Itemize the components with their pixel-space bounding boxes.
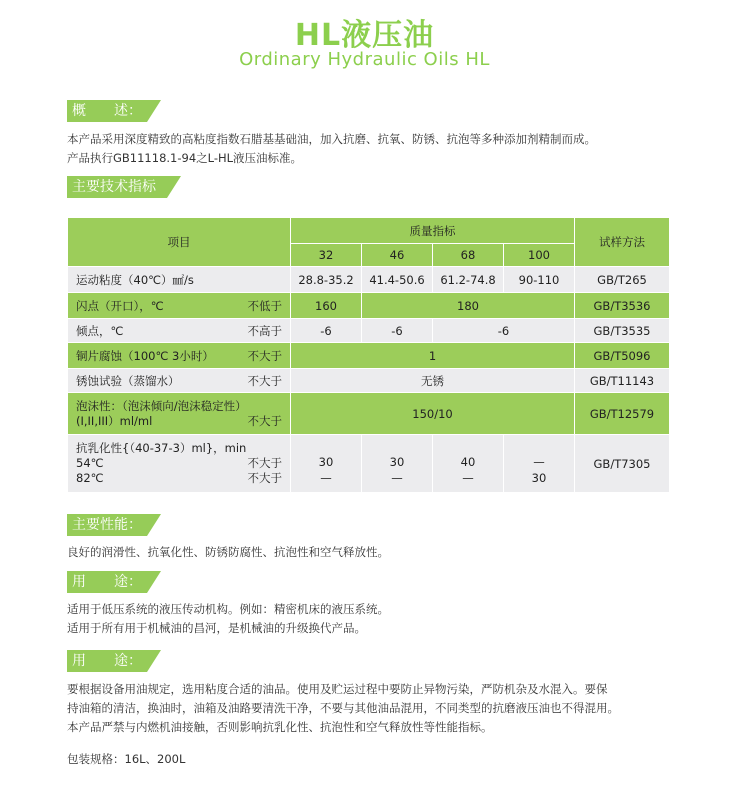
row-label: 闪点（开口），℃: [76, 298, 164, 313]
overview-line: 产品执行GB11118.1-94之L-HL液压油标准。: [67, 151, 303, 165]
table-row: [68, 319, 670, 343]
table-row: [68, 267, 670, 293]
cell-method: GB/T265: [575, 267, 670, 293]
usage-notes-line: 本产品严禁与内燃机油接触，否则影响抗乳化性、抗泡性和空气释放性等性能指标。: [67, 720, 493, 734]
cell-value: -6: [291, 319, 362, 343]
cell-value: 无锈: [291, 369, 575, 393]
row-limit: 不大于: [247, 456, 282, 470]
header-grade-100: 100: [504, 244, 575, 267]
cell-value: —: [391, 470, 403, 485]
row-label: 运动粘度（40℃）㎟/s: [68, 267, 291, 293]
header-grade-32: 32: [291, 244, 362, 267]
section-heading-usage-notes: 用 途：: [67, 650, 147, 672]
cell-value: 180: [362, 293, 575, 319]
spec-table: [67, 217, 670, 493]
header-method: 试样方法: [575, 218, 670, 267]
cell-value: —: [533, 454, 545, 469]
row-label: 倾点，℃: [76, 323, 124, 338]
header-grade-46: 46: [362, 244, 433, 267]
row-limit: 不大于: [247, 348, 282, 363]
table-row: [68, 369, 670, 393]
section-heading-overview: 概 述：: [67, 100, 147, 122]
row-limit: 不低于: [247, 298, 282, 313]
cell-value: —: [462, 470, 474, 485]
section-heading-specs: 主要技术指标: [67, 176, 167, 198]
page-subtitle: Ordinary Hydraulic Oils HL: [239, 49, 490, 70]
section-heading-performance: 主要性能：: [67, 514, 147, 536]
table-row: [68, 393, 670, 435]
cell-value: 40: [460, 454, 476, 469]
cell-value: 30: [531, 470, 547, 485]
row-label: 锈蚀试验（蒸馏水）: [76, 373, 180, 388]
header-item: 项目: [68, 218, 291, 267]
performance-text: [67, 543, 697, 562]
row-limit: 不大于: [247, 373, 282, 388]
row-label: 54℃: [76, 456, 104, 470]
usage-line: 适用于低压系统的液压传动机构。例如：精密机床的液压系统。: [67, 602, 389, 616]
row-label: 泡沫性：（泡沫倾向/泡沫稳定性）: [76, 398, 247, 413]
usage-text: [67, 600, 697, 638]
cell-value: -6: [433, 319, 575, 343]
row-label: 抗乳化性{（40-37-3）ml}，min: [76, 441, 247, 455]
cell-value: 160: [291, 293, 362, 319]
cell-value: 30: [389, 454, 405, 469]
row-label: (I,II,III）ml/ml: [76, 413, 153, 428]
cell-value: 150/10: [291, 393, 575, 435]
packaging-text: 包装规格：16L、200L: [67, 752, 186, 766]
cell-value: 30: [318, 454, 334, 469]
cell-method: GB/T3535: [575, 319, 670, 343]
row-label: 铜片腐蚀（100℃ 3小时）: [76, 348, 214, 363]
page-title: HL液压油: [294, 18, 435, 53]
overview-text: [67, 130, 697, 168]
header-grade-68: 68: [433, 244, 504, 267]
section-heading-usage: 用 途：: [67, 571, 147, 593]
usage-notes-line: 要根据设备用油规定，选用粘度合适的油品。使用及贮运过程中要防止异物污染，严防机杂及水混入。要保: [67, 682, 608, 696]
table-row: [68, 343, 670, 369]
cell-method: GB/T11143: [575, 369, 670, 393]
cell-value: 61.2-74.8: [433, 267, 504, 293]
cell-method: GB/T7305: [575, 435, 670, 493]
row-limit: 不高于: [247, 323, 282, 338]
cell-value: 1: [291, 343, 575, 369]
performance-line: 良好的润滑性、抗氧化性、防锈防腐性、抗泡性和空气释放性。: [67, 545, 389, 559]
row-limit: 不大于: [247, 471, 282, 485]
usage-line: 适用于所有用于机械油的昌河，是机械油的升级换代产品。: [67, 621, 366, 635]
table-row: [68, 293, 670, 319]
cell-method: GB/T12579: [575, 393, 670, 435]
usage-notes-line: 持油箱的清洁，换油时，油箱及油路要清洗干净，不要与其他油品混用，不同类型的抗磨液压油也不得混用。: [67, 701, 619, 715]
table-row: [68, 435, 670, 493]
row-limit: 不大于: [247, 413, 282, 428]
cell-method: GB/T5096: [575, 343, 670, 369]
overview-line: 本产品采用深度精致的高粘度指数石腊基基础油，加入抗磨、抗氧、防锈、抗泡等多种添加剂精制而成。: [67, 132, 596, 146]
header-quality: 质量指标: [291, 218, 575, 244]
cell-value: 41.4-50.6: [362, 267, 433, 293]
cell-value: 28.8-35.2: [291, 267, 362, 293]
cell-method: GB/T3536: [575, 293, 670, 319]
usage-notes-text: [67, 680, 707, 737]
cell-value: 90-110: [504, 267, 575, 293]
cell-value: -6: [362, 319, 433, 343]
cell-value: —: [320, 470, 332, 485]
row-label: 82℃: [76, 471, 104, 485]
